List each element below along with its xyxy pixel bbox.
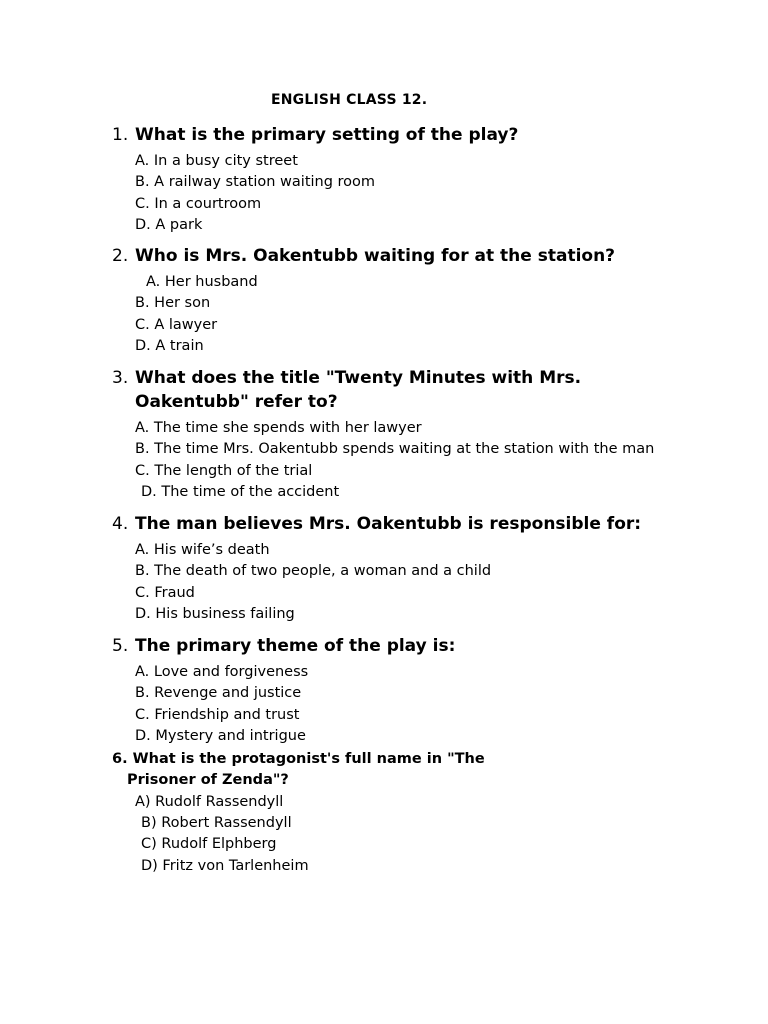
option-c: C. Friendship and trust <box>135 706 300 723</box>
question-header <box>112 634 712 658</box>
question-header <box>112 366 712 414</box>
option-a: A. Her husband <box>146 274 258 290</box>
option-c: C. Fraud <box>135 584 195 601</box>
option-d: D. A park <box>135 217 203 234</box>
question-number: 4. <box>112 514 129 534</box>
question-4 <box>112 512 712 626</box>
option-d: D. The time of the accident <box>141 484 340 501</box>
option-b: B. The time Mrs. Oakentubb spends waiting at the station with the man <box>135 441 655 458</box>
question-header <box>112 512 712 536</box>
options-list <box>112 792 712 877</box>
option-c: C. The length of the trial <box>135 462 313 479</box>
question-1 <box>112 123 712 237</box>
question-text: Who is Mrs. Oakentubb waiting for at the station? <box>135 246 616 266</box>
question-text: What is the primary setting of the play? <box>135 125 519 145</box>
question-header <box>112 123 712 147</box>
option-c: C. In a courtroom <box>135 195 262 212</box>
question-text-line-1: What does the title "Twenty Minutes with Mrs. <box>135 368 582 388</box>
option-a: A. The time she spends with her lawyer <box>135 420 422 436</box>
question-text-line-2: Prisoner of Zenda"? <box>127 772 289 788</box>
option-a: A) Rudolf Rassendyll <box>135 794 284 810</box>
option-d: D. His business failing <box>135 606 295 623</box>
option-a: A. Love and forgiveness <box>135 664 309 680</box>
question-3 <box>112 366 712 504</box>
question-2 <box>112 244 712 358</box>
question-text <box>135 366 581 414</box>
options-list <box>112 662 712 748</box>
options-list <box>112 418 712 504</box>
question-text: The primary theme of the play is: <box>135 636 456 656</box>
option-c: C. A lawyer <box>135 316 218 333</box>
question-text-line-1: 6. What is the protagonist's full name in "The <box>112 751 485 767</box>
options-list <box>112 272 712 358</box>
option-c: C) Rudolf Elphberg <box>141 836 277 853</box>
question-text: The man believes Mrs. Oakentubb is responsible for: <box>135 514 642 534</box>
option-d: D. Mystery and intrigue <box>135 728 306 745</box>
option-b: B. The death of two people, a woman and a child <box>135 563 492 580</box>
question-number: 3. <box>112 368 129 388</box>
question-number: 2. <box>112 246 129 266</box>
option-d: D. A train <box>135 338 204 355</box>
option-b: B. Revenge and justice <box>135 685 302 702</box>
question-number: 1. <box>112 125 129 145</box>
options-list <box>112 151 712 237</box>
option-d: D) Fritz von Tarlenheim <box>141 857 309 874</box>
question-header <box>112 244 712 268</box>
question-5 <box>112 634 712 748</box>
question-text-line-2: Oakentubb" refer to? <box>135 392 338 412</box>
option-b: B) Robert Rassendyll <box>141 815 292 832</box>
option-b: B. A railway station waiting room <box>135 174 376 191</box>
question-6 <box>112 749 712 877</box>
option-b: B. Her son <box>135 295 211 312</box>
question-number: 5. <box>112 636 129 656</box>
option-a: A. His wife’s death <box>135 542 270 558</box>
option-a: A. In a busy city street <box>135 153 298 169</box>
options-list <box>112 540 712 626</box>
page-title: ENGLISH CLASS 12. <box>271 92 428 108</box>
